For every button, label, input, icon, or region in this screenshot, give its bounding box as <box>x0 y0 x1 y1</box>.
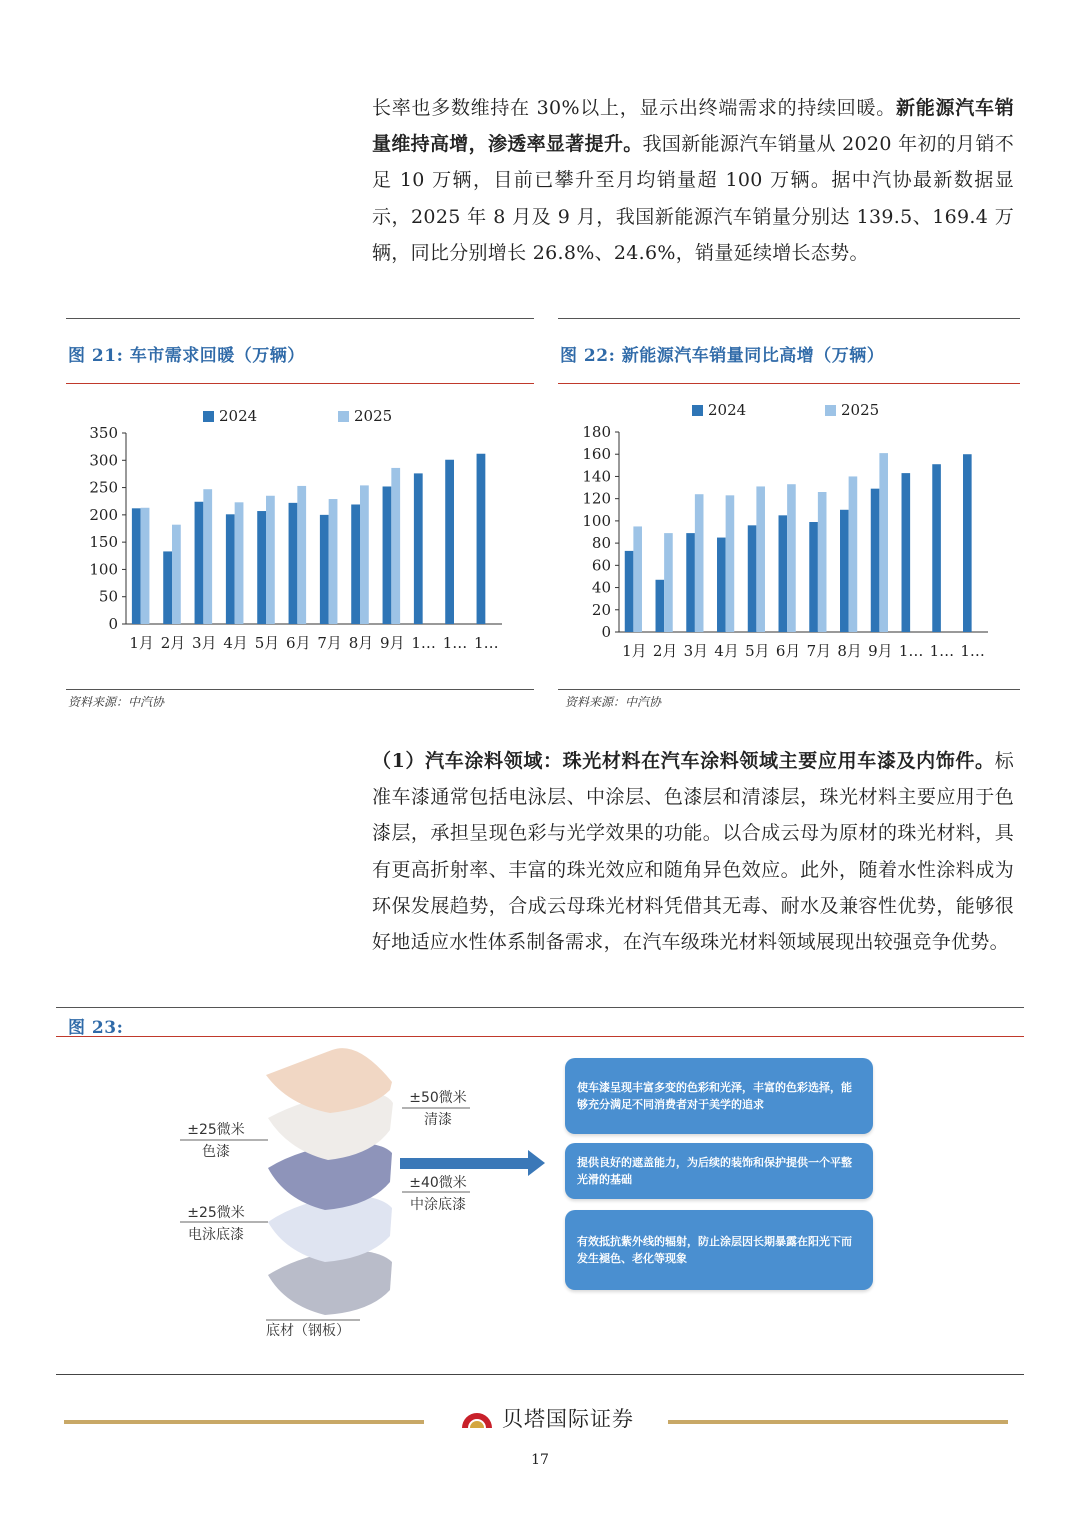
x-tick-label: 1… <box>411 634 436 652</box>
x-tick-label: 7月 <box>806 642 832 660</box>
y-tick-label: 150 <box>89 533 118 552</box>
fig22-title: 图 22: 新能源汽车销量同比高增（万辆） <box>560 346 885 366</box>
fig22-source: 资料来源：中汽协 <box>565 695 662 709</box>
brand-name: 贝塔国际证券 <box>502 1407 634 1431</box>
y-tick-label: 120 <box>582 489 611 508</box>
y-tick-label: 20 <box>591 600 611 619</box>
x-tick-label: 9月 <box>380 634 405 652</box>
x-tick-label: 8月 <box>837 642 862 660</box>
fig23-bottom-rule <box>56 1374 1024 1375</box>
legend-label: 2024 <box>708 401 747 419</box>
fig23-title: 图 23: <box>68 1018 124 1038</box>
para1-bold: 新能源汽车销量维持高增，渗透率显著提升。 <box>372 97 1014 156</box>
y-tick-label: 60 <box>591 556 611 575</box>
mid-label: ±40微米 中涂底漆 <box>409 1175 467 1213</box>
fig21-title: 图 21: 车市需求回暖（万辆） <box>68 346 305 366</box>
color-label: ±25微米 色漆 <box>187 1122 245 1160</box>
y-tick-label: 250 <box>89 478 118 497</box>
x-tick-label: 1月 <box>129 634 154 652</box>
fig21-source: 资料来源：中汽协 <box>68 695 165 709</box>
page-number: 17 <box>531 1452 549 1468</box>
ecoat-label: ±25微米 电泳底漆 <box>187 1205 245 1243</box>
y-tick-label: 350 <box>89 424 118 442</box>
legend-label: 2025 <box>841 401 880 419</box>
arrow-head <box>528 1150 545 1176</box>
x-tick-label: 2月 <box>652 642 678 660</box>
function-box-3: 有效抵抗紫外线的辐射，防止涂层因长期暴露在阳光下而发生褪色、老化等现象 <box>565 1210 873 1290</box>
footer-line-right <box>668 1420 1008 1424</box>
function-box-1: 使车漆呈现丰富多变的色彩和光泽，丰富的色彩选择，能够充分满足不同消费者对于美学的追求 <box>565 1058 873 1134</box>
x-tick-label: 7月 <box>317 634 342 652</box>
y-tick-label: 0 <box>601 623 611 641</box>
y-tick-label: 300 <box>89 451 118 470</box>
y-tick-label: 180 <box>582 423 611 441</box>
x-tick-label: 9月 <box>868 642 893 660</box>
x-tick-label: 4月 <box>223 634 248 652</box>
clear-label: ±50微米 清漆 <box>409 1090 467 1128</box>
y-tick-label: 200 <box>89 505 118 524</box>
para1-text: 我国新能源汽车销量从 2020 年初的月销不足 10 万辆，目前已攀升至月均销量超 100 万辆。据中汽协最新数据显示，2025 年 8 月及 9 月，我国新能源汽车销量分别达 139.5、169.4 万辆，同比分别增长 26.8%、24.6%，销量延续增长态势。 <box>372 133 1014 264</box>
y-tick-label: 160 <box>582 445 611 464</box>
x-tick-label: 2月 <box>160 634 186 652</box>
para2-text: 标准车漆通常包括电泳层、中涂层、色漆层和清漆层，珠光材料主要应用于色漆层，承担呈现色彩与光学效果的功能。以合成云母为原材的珠光材料，具有更高折射率、丰富的珠光效应和随角异色效应。此外，随着水性涂料成为环保发展趋势，合成云母珠光材料凭借其无毒、耐水及兼容性优势，能够很好地适应水性体系制备需求，在汽车级珠光材料领域展现出较强竞争优势。 <box>372 750 1014 954</box>
x-tick-label: 1… <box>929 642 955 660</box>
footer-line-left <box>64 1420 424 1424</box>
y-tick-label: 100 <box>582 511 611 530</box>
x-tick-label: 1… <box>442 634 468 652</box>
x-tick-label: 4月 <box>714 642 739 660</box>
legend-label: 2024 <box>219 407 258 425</box>
legend-label: 2025 <box>354 407 393 425</box>
y-tick-label: 80 <box>591 534 611 553</box>
x-tick-label: 1… <box>960 642 985 660</box>
x-tick-label: 6月 <box>775 642 801 660</box>
arrow-shaft <box>400 1158 528 1169</box>
x-tick-label: 6月 <box>286 634 311 652</box>
x-tick-label: 8月 <box>348 634 374 652</box>
x-tick-label: 3月 <box>683 642 709 660</box>
x-tick-label: 1月 <box>622 642 647 660</box>
para2-bold: （1）汽车涂料领域：珠光材料在汽车涂料领域主要应用车漆及内饰件。 <box>372 750 995 772</box>
y-tick-label: 140 <box>582 467 611 486</box>
brand-logo-icon <box>460 1404 494 1430</box>
x-tick-label: 5月 <box>254 634 280 652</box>
y-tick-label: 0 <box>108 615 118 633</box>
y-tick-label: 50 <box>98 587 118 606</box>
x-tick-label: 3月 <box>192 634 217 652</box>
y-tick-label: 40 <box>591 578 611 597</box>
x-tick-label: 1… <box>898 642 924 660</box>
y-tick-label: 100 <box>89 560 118 579</box>
function-box-2: 提供良好的遮盖能力，为后续的装饰和保护提供一个平整光滑的基础 <box>565 1143 873 1199</box>
base-label: 底材（钢板） <box>266 1323 350 1339</box>
x-tick-label: 1… <box>474 634 499 652</box>
x-tick-label: 5月 <box>745 642 770 660</box>
para1-line1: 长率也多数维持在 30%以上，显示出终端需求的持续回暖。 <box>372 97 897 119</box>
